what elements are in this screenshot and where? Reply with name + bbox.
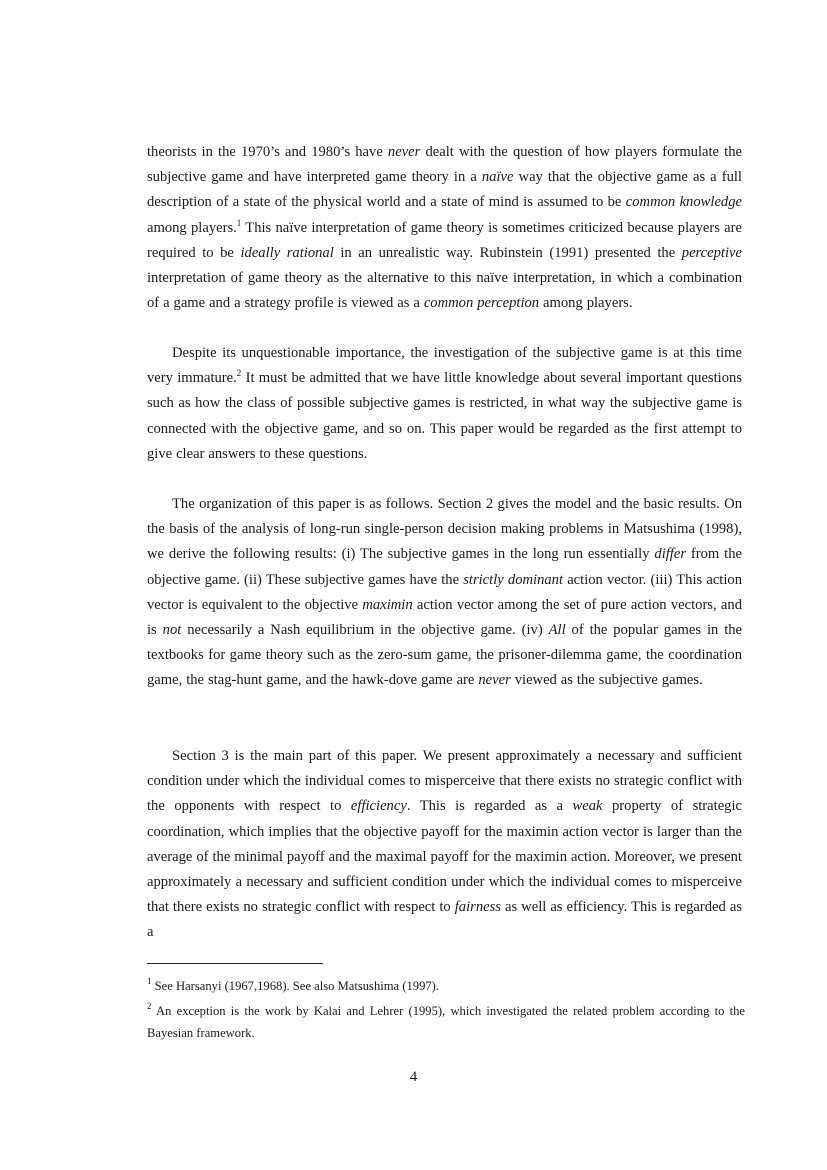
page-number: 4 (409, 1069, 418, 1085)
emphasized-text: maximin (362, 596, 413, 613)
paragraph-2 (147, 341, 742, 467)
text-run: as well as efficiency. This is regarded as a (147, 899, 742, 941)
footnote-2-text: An exception is the work by Kalai and Lehrer (1995), which investigated the related problem according to the Bayesian framework. (147, 1004, 745, 1040)
emphasized-text: efficiency (350, 798, 407, 815)
emphasized-text: All (548, 622, 566, 639)
text-run: interpretation of game theory as the alternative to this naïve interpretation, in which a combination of a game and a strategy profile is viewed as a (147, 270, 742, 312)
emphasized-text: differ (654, 546, 687, 563)
text-run: It must be admitted that we have little knowledge about several important questions such as how the class of possible subjective games is restricted, in what way the subjective game is connected with the objective game, and so on. This paper would be regarded as the first attempt to give clear answers to these questions. (147, 370, 742, 462)
emphasized-text: never (478, 672, 511, 689)
text-run: Section 3 is the main part of this paper. We present approximately a necessary and sufficient condition under which the individual comes to misperceive that there exists no strategic conflict with the opponents with respect to (147, 748, 742, 815)
text-run: way that the objective game as a full description of a state of the physical world and a state of mind is assumed to be (147, 169, 742, 211)
text-run: in an unrealistic way. Rubinstein (1991) presented the (333, 244, 682, 261)
paragraph-1 (147, 140, 742, 316)
footnote-reference: 1 (236, 217, 242, 228)
text-run: property of strategic coordination, which implies that the objective payoff for the maximin action vector is larger than the average of the minimal payoff and the maximal payoff for the maximin action. Moreover, we present approximately a necessary and sufficient condition under which the individual comes to misperceive that there exists no strategic conflict with respect to (147, 798, 743, 916)
emphasized-text: common perception (423, 295, 540, 312)
emphasized-text: not (162, 622, 182, 639)
text-run: viewed as the subjective games. (510, 672, 703, 689)
footnote-2-mark: 2 (147, 1001, 152, 1011)
emphasized-text: fairness (454, 899, 501, 916)
text-run: theorists in the 1970’s and 1980’s have (147, 144, 388, 160)
text-run: action vector. (iii) This action vector is equivalent to the objective (147, 571, 743, 613)
emphasized-text: naïve (481, 169, 514, 186)
paragraph-4 (147, 744, 742, 946)
text-run: among players. (539, 295, 633, 312)
text-run: The organization of this paper is as follows. Section 2 gives the model and the basic results. On the basis of the analysis of long-run single-person decision making problems in Matsushima (1998), we derive the following results: (i) The subjective games in the long run essentially (147, 496, 742, 563)
footnote-2 (147, 1000, 745, 1044)
text-run: of the popular games in the textbooks for game theory such as the zero-sum game, the prisoner-dilemma game, the coordination game, the stag-hunt game, and the hawk-dove game are (147, 622, 743, 689)
text-run: action vector among the set of pure action vectors, and is (147, 596, 742, 639)
text-run: among players. (147, 219, 237, 236)
emphasized-text: never (387, 144, 421, 160)
text-run: This naïve interpretation of game theory is sometimes criticized because players are required to be (147, 219, 742, 261)
footnote-1-text: See Harsanyi (1967,1968). See also Matsushima (1997). (154, 979, 440, 993)
footnote-separator (147, 963, 323, 964)
text-run: . This is regarded as a (406, 798, 573, 815)
emphasized-text: strictly dominant (463, 571, 564, 588)
footnote-reference: 2 (236, 368, 242, 379)
text-run: necessarily a Nash equilibrium in the objective game. (iv) (181, 622, 549, 639)
text-run: Despite its unquestionable importance, the investigation of the subjective game is at this time very immature. (147, 345, 742, 387)
footnote-1-mark: 1 (147, 976, 152, 986)
footnote-1 (147, 975, 745, 997)
paragraph-3 (147, 492, 742, 694)
text-run: dealt with the question of how players formulate the subjective game and have interpreted game theory in a (147, 144, 742, 186)
text-run: from the objective game. (ii) These subjective games have the (147, 546, 742, 588)
emphasized-text: common knowledge (625, 194, 742, 211)
emphasized-text: ideally rational (240, 244, 334, 261)
emphasized-text: perceptive (681, 244, 742, 261)
emphasized-text: weak (572, 798, 603, 815)
